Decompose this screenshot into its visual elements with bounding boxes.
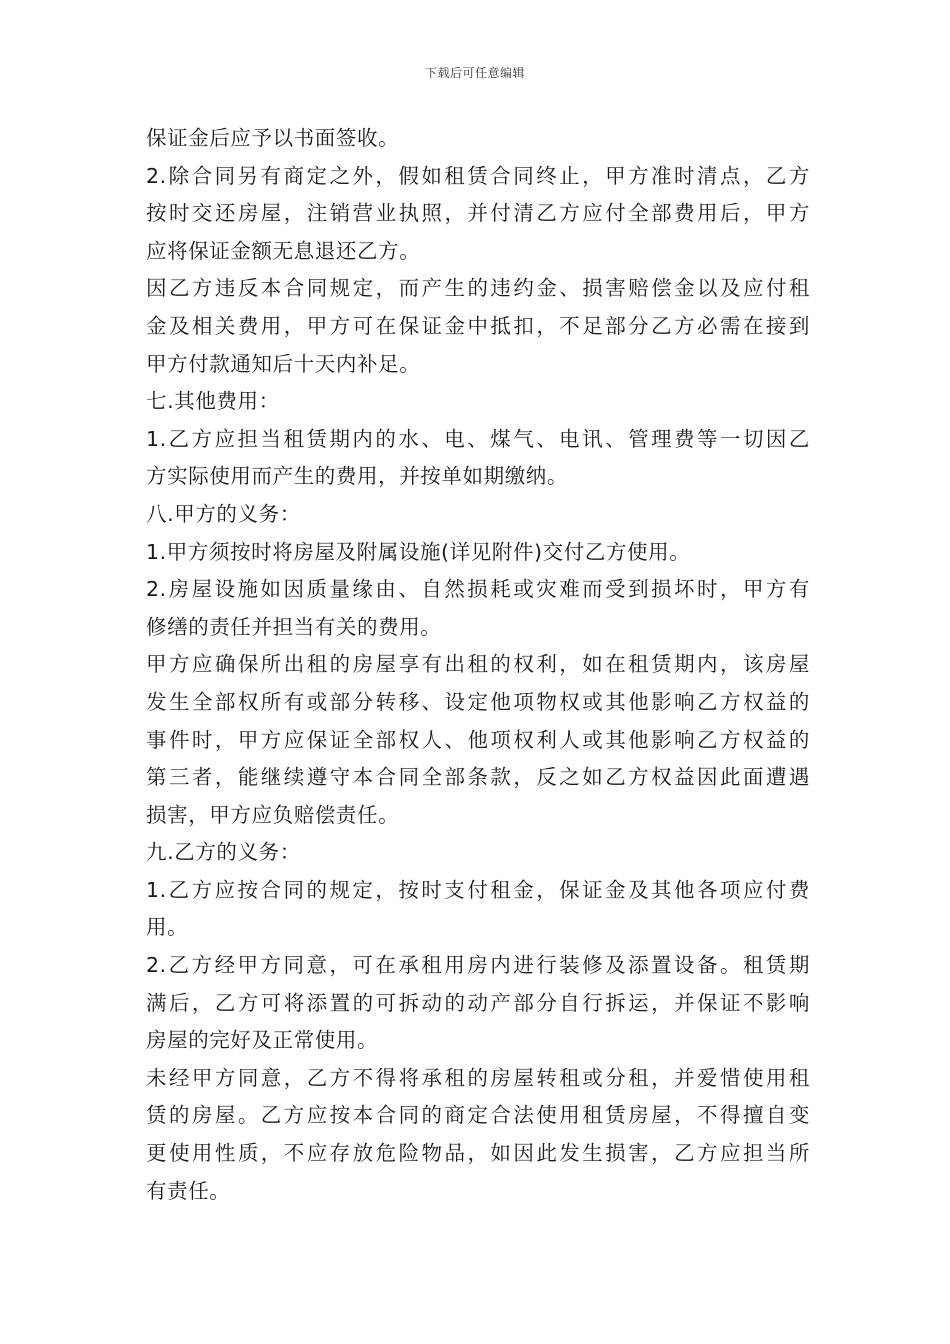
text-line: 按时交还房屋，注销营业执照，并付清乙方应付全部费用后，甲方 bbox=[146, 201, 810, 226]
text-line: 修缮的责任并担当有关的费用。 bbox=[146, 614, 442, 639]
text-line: 2.除合同另有商定之外，假如租赁合同终止，甲方准时清点，乙方 bbox=[146, 163, 810, 188]
text-line: 有责任。 bbox=[146, 1178, 231, 1203]
text-line: 用。 bbox=[146, 915, 189, 940]
text-line: 方实际使用而产生的费用，并按单如期缴纳。 bbox=[146, 464, 568, 489]
text-line: 更使用性质，不应存放危险物品，如因此发生损害，乙方应担当所 bbox=[146, 1141, 810, 1166]
text-line: 赁的房屋。乙方应按本合同的商定合法使用租赁房屋，不得擅自变 bbox=[146, 1103, 810, 1128]
text-line: 2.乙方经甲方同意，可在承租用房内进行装修及添置设备。租赁期 bbox=[146, 953, 810, 978]
page-header: 下载后可任意编辑 bbox=[424, 66, 525, 80]
text-line: 八.甲方的义务： bbox=[146, 501, 301, 526]
text-line: 甲方应确保所出租的房屋享有出租的权利，如在租赁期内，该房屋 bbox=[146, 652, 810, 677]
text-line: 2.房屋设施如因质量缘由、自然损耗或灾难而受到损坏时，甲方有 bbox=[146, 577, 810, 602]
text-line: 金及相关费用，甲方可在保证金中抵扣，不足部分乙方必需在接到 bbox=[146, 313, 810, 338]
text-line: 九.乙方的义务： bbox=[146, 840, 301, 865]
text-line: 1.乙方应担当租赁期内的水、电、煤气、电讯、管理费等一切因乙 bbox=[146, 426, 810, 451]
text-line: 甲方付款通知后十天内补足。 bbox=[146, 351, 421, 376]
text-line: 事件时，甲方应保证全部权人、他项权利人或其他影响乙方权益的 bbox=[146, 727, 810, 752]
text-line: 损害，甲方应负赔偿责任。 bbox=[146, 802, 400, 827]
text-line: 房屋的完好及正常使用。 bbox=[146, 1028, 379, 1053]
text-line: 七.其他费用： bbox=[146, 389, 280, 414]
contract-body bbox=[146, 120, 810, 1210]
text-line: 发生全部权所有或部分转移、设定他项物权或其他影响乙方权益的 bbox=[146, 689, 810, 714]
text-line: 1.乙方应按合同的规定，按时支付租金，保证金及其他各项应付费 bbox=[146, 877, 810, 902]
text-line: 满后，乙方可将添置的可拆动的动产部分自行拆运，并保证不影响 bbox=[146, 990, 810, 1015]
text-line: 应将保证金额无息退还乙方。 bbox=[146, 238, 421, 263]
text-line: 未经甲方同意，乙方不得将承租的房屋转租或分租，并爱惜使用租 bbox=[146, 1065, 810, 1090]
text-line: 保证金后应予以书面签收。 bbox=[146, 126, 400, 150]
text-line: 第三者，能继续遵守本合同全部条款，反之如乙方权益因此面遭遇 bbox=[146, 765, 810, 790]
text-line: 因乙方违反本合同规定，而产生的违约金、损害赔偿金以及应付租 bbox=[146, 276, 810, 301]
text-line: 1.甲方须按时将房屋及附属设施(详见附件)交付乙方使用。 bbox=[146, 539, 691, 564]
